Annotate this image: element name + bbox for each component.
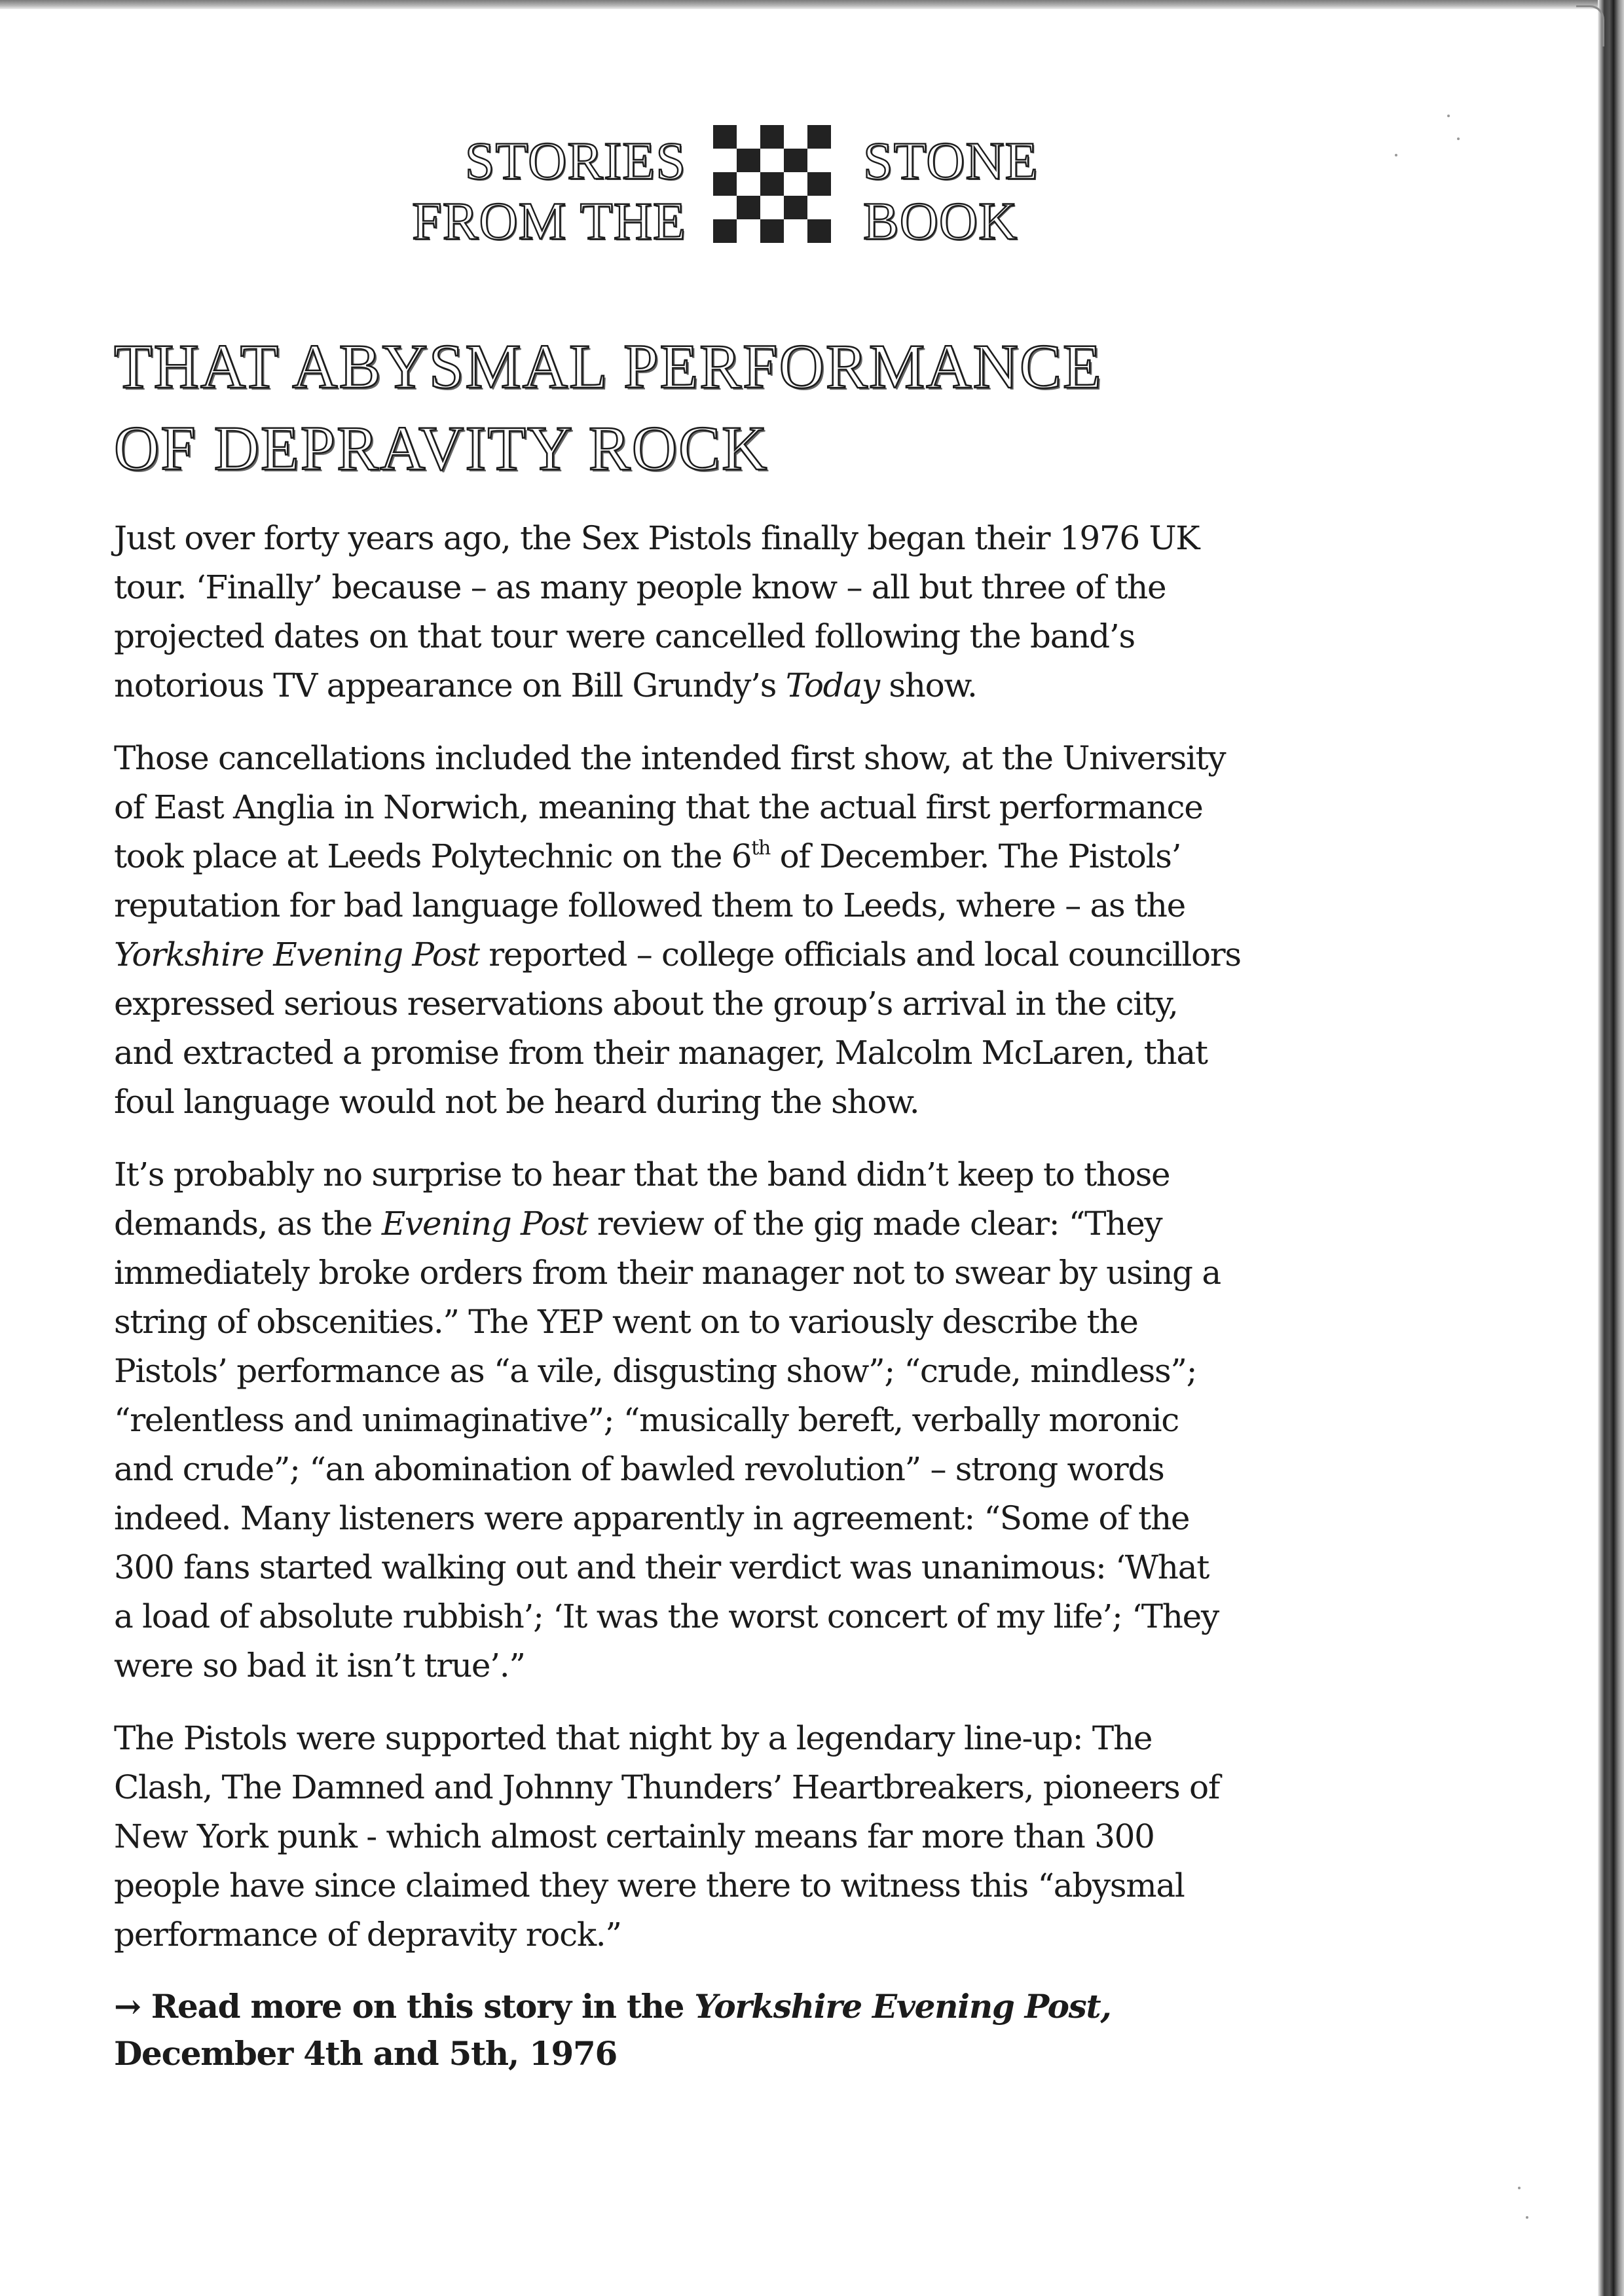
text-run: review of the gig made clear: “They [587, 1205, 1162, 1243]
text-line [114, 1983, 1483, 2030]
text-line [114, 1199, 1483, 1248]
publication-name-italic: Evening Post [381, 1205, 588, 1243]
scan-page-corner [1576, 5, 1604, 46]
text-line [114, 661, 1483, 710]
text-line: expressed serious reservations about the group’s arrival in the city, [114, 985, 1178, 1023]
text-line: Those cancellations included the intended first show, at the University [114, 739, 1226, 777]
scan-edge-right [1598, 0, 1624, 2296]
scan-speck [1447, 115, 1450, 117]
text-line: string of obscenities.” The YEP went on to variously describe the [114, 1303, 1138, 1341]
text-line: indeed. Many listeners were apparently in agreement: “Some of the [114, 1499, 1190, 1537]
text-run: of December. The Pistols’ [770, 837, 1181, 875]
text-line [114, 930, 1483, 979]
logo-text-from-the: FROM THE [412, 191, 686, 251]
logo-text-book: BOOK [863, 191, 1018, 251]
checkerboard-icon [713, 125, 831, 243]
scan-speck [1457, 137, 1460, 140]
text-line: “relentless and unimaginative”; “musically bereft, verbally moronic [114, 1401, 1179, 1439]
text-line: The Pistols were supported that night by a legendary line-up: The [114, 1719, 1153, 1757]
scan-speck [1518, 2187, 1521, 2189]
text-line: foul language would not be heard during the show. [114, 1083, 919, 1121]
scan-speck [1526, 2216, 1528, 2219]
series-logo [0, 124, 1624, 255]
text-line: of East Anglia in Norwich, meaning that the actual first performance [114, 788, 1203, 826]
article-body [114, 514, 1483, 2077]
arrow-right-icon: → [114, 1987, 141, 2026]
text-line: Pistols’ performance as “a vile, disgusting show”; “crude, mindless”; [114, 1352, 1197, 1390]
text-line: New York punk - which almost certainly means far more than 300 [114, 1817, 1154, 1855]
text-line: projected dates on that tour were cancelled following the band’s [114, 617, 1135, 655]
paragraph-2 [114, 734, 1483, 1127]
publication-name-italic: Yorkshire Evening Post [114, 936, 479, 974]
text-line: December 4th and 5th, 1976 [114, 2034, 618, 2073]
title-line: THAT ABYSMAL PERFORMANCE [114, 331, 1103, 401]
text-line: performance of depravity rock.” [114, 1916, 621, 1954]
text-line: and crude”; “an abomination of bawled revolution” – strong words [114, 1450, 1164, 1488]
paragraph-3 [114, 1150, 1483, 1690]
scan-speck [1395, 154, 1397, 156]
read-more-note [114, 1983, 1483, 2077]
logo-text-stories: STORIES [464, 131, 686, 191]
text-line: 300 fans started walking out and their verdict was unanimous: ‘What [114, 1548, 1209, 1586]
text-run: show. [879, 666, 977, 704]
text-line: were so bad it isn’t true’.” [114, 1647, 525, 1685]
text-run: reported – college officials and local councillors [479, 936, 1241, 974]
paragraph-4 [114, 1714, 1483, 1959]
logo-text-stone: STONE [863, 131, 1039, 191]
publication-name-italic: Yorkshire Evening Post, [694, 1987, 1111, 2026]
text-line: Clash, The Damned and Johnny Thunders’ Heartbreakers, pioneers of [114, 1768, 1220, 1806]
scan-edge-top [0, 0, 1598, 9]
text-line: immediately broke orders from their manager not to swear by using a [114, 1254, 1221, 1292]
text-line: and extracted a promise from their manager, Malcolm McLaren, that [114, 1034, 1208, 1072]
show-title-italic: Today [785, 666, 879, 704]
text-line [114, 832, 1483, 881]
text-line: people have since claimed they were there to witness this “abysmal [114, 1867, 1185, 1904]
logo-left-text [412, 131, 686, 251]
logo-right-text [863, 131, 1039, 251]
text-line: It’s probably no surprise to hear that the band didn’t keep to those [114, 1156, 1170, 1194]
title-line: OF DEPRAVITY ROCK [114, 413, 769, 483]
ordinal-superscript: th [751, 837, 771, 860]
text-run: demands, as the [114, 1205, 382, 1243]
text-line: reputation for bad language followed them to Leeds, where – as the [114, 886, 1185, 924]
text-line: Just over forty years ago, the Sex Pistols finally began their 1976 UK [114, 519, 1200, 557]
text-run: took place at Leeds Polytechnic on the 6 [114, 837, 752, 875]
text-line: a load of absolute rubbish’; ‘It was the worst concert of my life’; ‘They [114, 1597, 1219, 1635]
paragraph-1 [114, 514, 1483, 710]
article-title [114, 325, 1489, 489]
text-run: notorious TV appearance on Bill Grundy’s [114, 666, 786, 704]
text-line: tour. ‘Finally’ because – as many people know – all but three of the [114, 568, 1166, 606]
text-run: Read more on this story in the [140, 1987, 695, 2026]
